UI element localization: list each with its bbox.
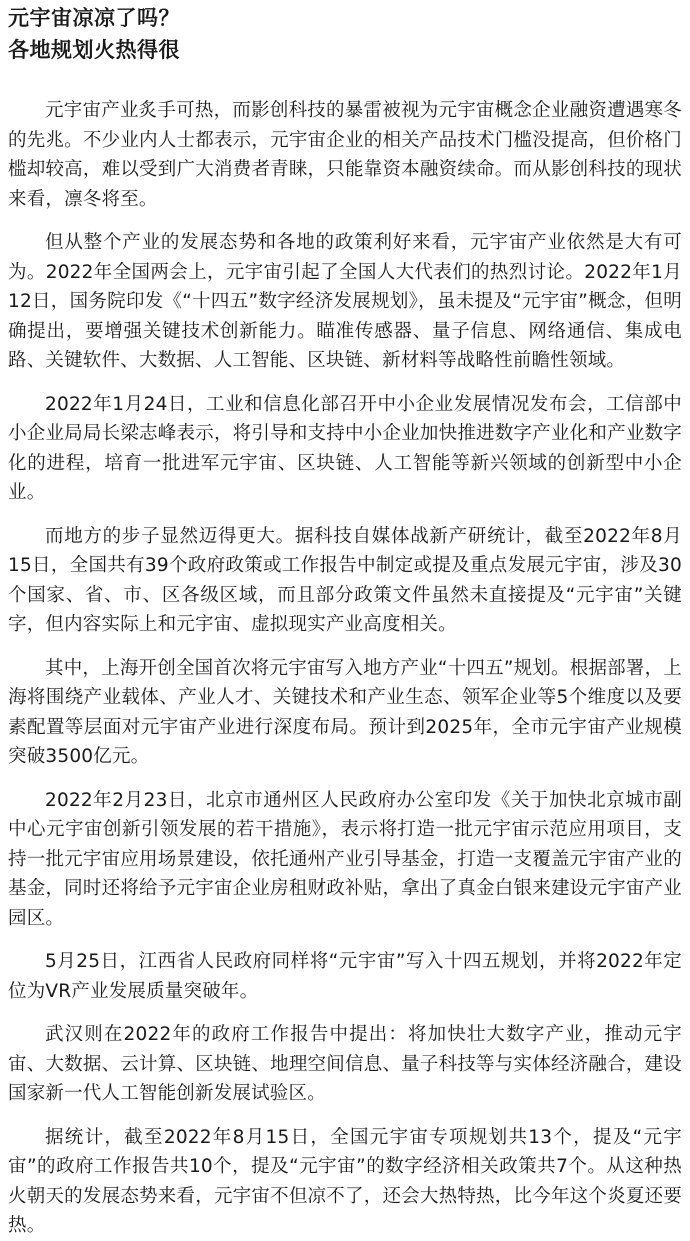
paragraph-4: 而地方的步子显然迈得更大。据科技自媒体战新产研统计，截至2022年8月15日，全国共有39个政府政策或工作报告中制定或提及重点发展元宇宙，涉及30个国家、省、市、区各级区域，而且部分政策文件虽然未直接提及“元宇宙”关键字，但内容实际上和元宇宙、虚拟现实产业高度相关。	[8, 525, 682, 635]
article-headline	[8, 2, 682, 66]
paragraph-7: 5月25日，江西省人民政府同样将“元宇宙”写入十四五规划，并将2022年定位为VR产业发展质量突破年。	[8, 951, 682, 1002]
paragraph-1: 元宇宙产业炙手可热，而影创科技的暴雷被视为元宇宙概念企业融资遭遇寒冬的先兆。不少业内人士都表示，元宇宙企业的相关产品技术门槛没提高，但价格门槛却较高，难以受到广大消费者青睐，只能靠资本融资续命。而从影创科技的现状来看，凛冬将至。	[8, 100, 682, 210]
headline-line-2: 各地规划火热得很	[8, 38, 180, 62]
paragraph-2: 但从整个产业的发展态势和各地的政策利好来看，元宇宙产业依然是大有可为。2022年全国两会上，元宇宙引起了全国人大代表们的热烈讨论。2022年1月12日，国务院印发《“十四五”数字经济发展规划》，虽未提及“元宇宙”概念，但明确提出，要增强关键技术创新能力。瞄准传感器、量子信息、网络通信、集成电路、关键软件、大数据、人工智能、区块链、新材料等战略性前瞻性领域。	[8, 232, 682, 371]
paragraph-3: 2022年1月24日，工业和信息化部召开中小企业发展情况发布会，工信部中小企业局局长梁志峰表示，将引导和支持中小企业加快推进数字产业化和产业数字化的进程，培育一批进军元宇宙、区块链、人工智能等新兴领域的创新型中小企业。	[8, 393, 682, 503]
paragraph-8: 武汉则在2022年的政府工作报告中提出：将加快壮大数字产业，推动元宇宙、大数据、云计算、区块链、地理空间信息、量子科技等与实体经济融合，建设国家新一代人工智能创新发展试验区。	[8, 1024, 682, 1104]
headline-line-1: 元宇宙凉凉了吗？	[8, 6, 180, 30]
paragraph-6: 2022年2月23日，北京市通州区人民政府办公室印发《关于加快北京城市副中心元宇宙创新引领发展的若干措施》，表示将打造一批元宇宙示范应用项目，支持一批元宇宙应用场景建设，依托通州产业引导基金，打造一支覆盖元宇宙产业的基金，同时还将给予元宇宙企业房租财政补贴，拿出了真金白银来建设元宇宙产业园区。	[8, 789, 682, 929]
paragraph-9: 据统计，截至2022年8月15日，全国元宇宙专项规划共13个，提及“元宇宙”的政府工作报告共10个，提及“元宇宙”的数字经济相关政策共7个。从这种热火朝天的发展态势来看，元宇宙不但凉不了，还会大热特热，比今年这个炎夏还要热。	[8, 1126, 682, 1236]
paragraph-5: 其中，上海开创全国首次将元宇宙写入地方产业“十四五”规划。根据部署，上海将围绕产业载体、产业人才、关键技术和产业生态、领军企业等5个维度以及要素配置等层面对元宇宙产业进行深度布局。预计到2025年，全市元宇宙产业规模突破3500亿元。	[8, 657, 682, 767]
article-body	[8, 96, 682, 1241]
